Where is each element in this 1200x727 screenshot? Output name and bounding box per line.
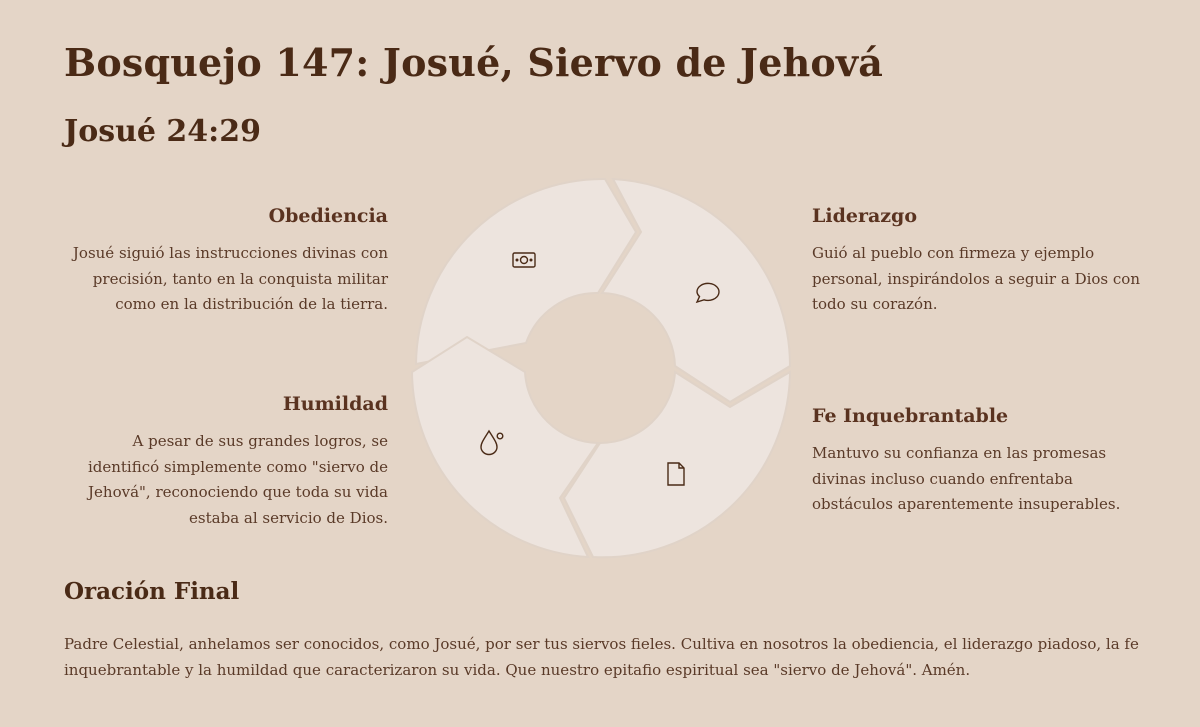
segment-humildad (412, 337, 598, 557)
segment-liderazgo (602, 179, 790, 402)
point-humildad (58, 393, 388, 531)
point-heading: Fe Inquebrantable (812, 405, 1009, 427)
segment-obediencia (416, 179, 636, 364)
point-heading: Humildad (282, 393, 388, 415)
prayer-heading: Oración Final (64, 578, 240, 605)
point-text: A pesar de sus grandes logros, se identificó simplemente como "siervo de Jehová", reconociendo que toda su vida estaba al servicio de Dios. (87, 432, 388, 527)
page-title: Bosquejo 147: Josué, Siervo de Jehová (64, 40, 884, 85)
cycle-diagram (408, 176, 792, 560)
prayer-text: Padre Celestial, anhelamos ser conocidos, como Josué, por ser tus siervos fieles. Cultiva en nosotros la obediencia, el liderazgo piadoso, la fe inquebrantable y la humildad que caracterizaron su vida. Que nuestro epitafio espiritual sea "siervo de Jehová". Amén. (64, 635, 1139, 679)
scripture-reference: Josué 24:29 (64, 114, 262, 149)
point-text: Mantuvo su confianza en las promesas divinas incluso cuando enfrentaba obstáculos aparentemente insuperables. (812, 444, 1121, 513)
point-obediencia (58, 205, 388, 318)
point-text: Josué siguió las instrucciones divinas con precisión, tanto en la conquista militar como en la distribución de la tierra. (72, 244, 388, 313)
point-text: Guió al pueblo con firmeza y ejemplo personal, inspirándolos a seguir a Dios con todo su corazón. (812, 244, 1140, 313)
point-fe-inquebrantable (812, 405, 1142, 518)
segment-fe-inquebrantable (564, 372, 790, 557)
point-heading: Obediencia (268, 205, 388, 227)
point-heading: Liderazgo (812, 205, 918, 227)
point-liderazgo (812, 205, 1142, 318)
